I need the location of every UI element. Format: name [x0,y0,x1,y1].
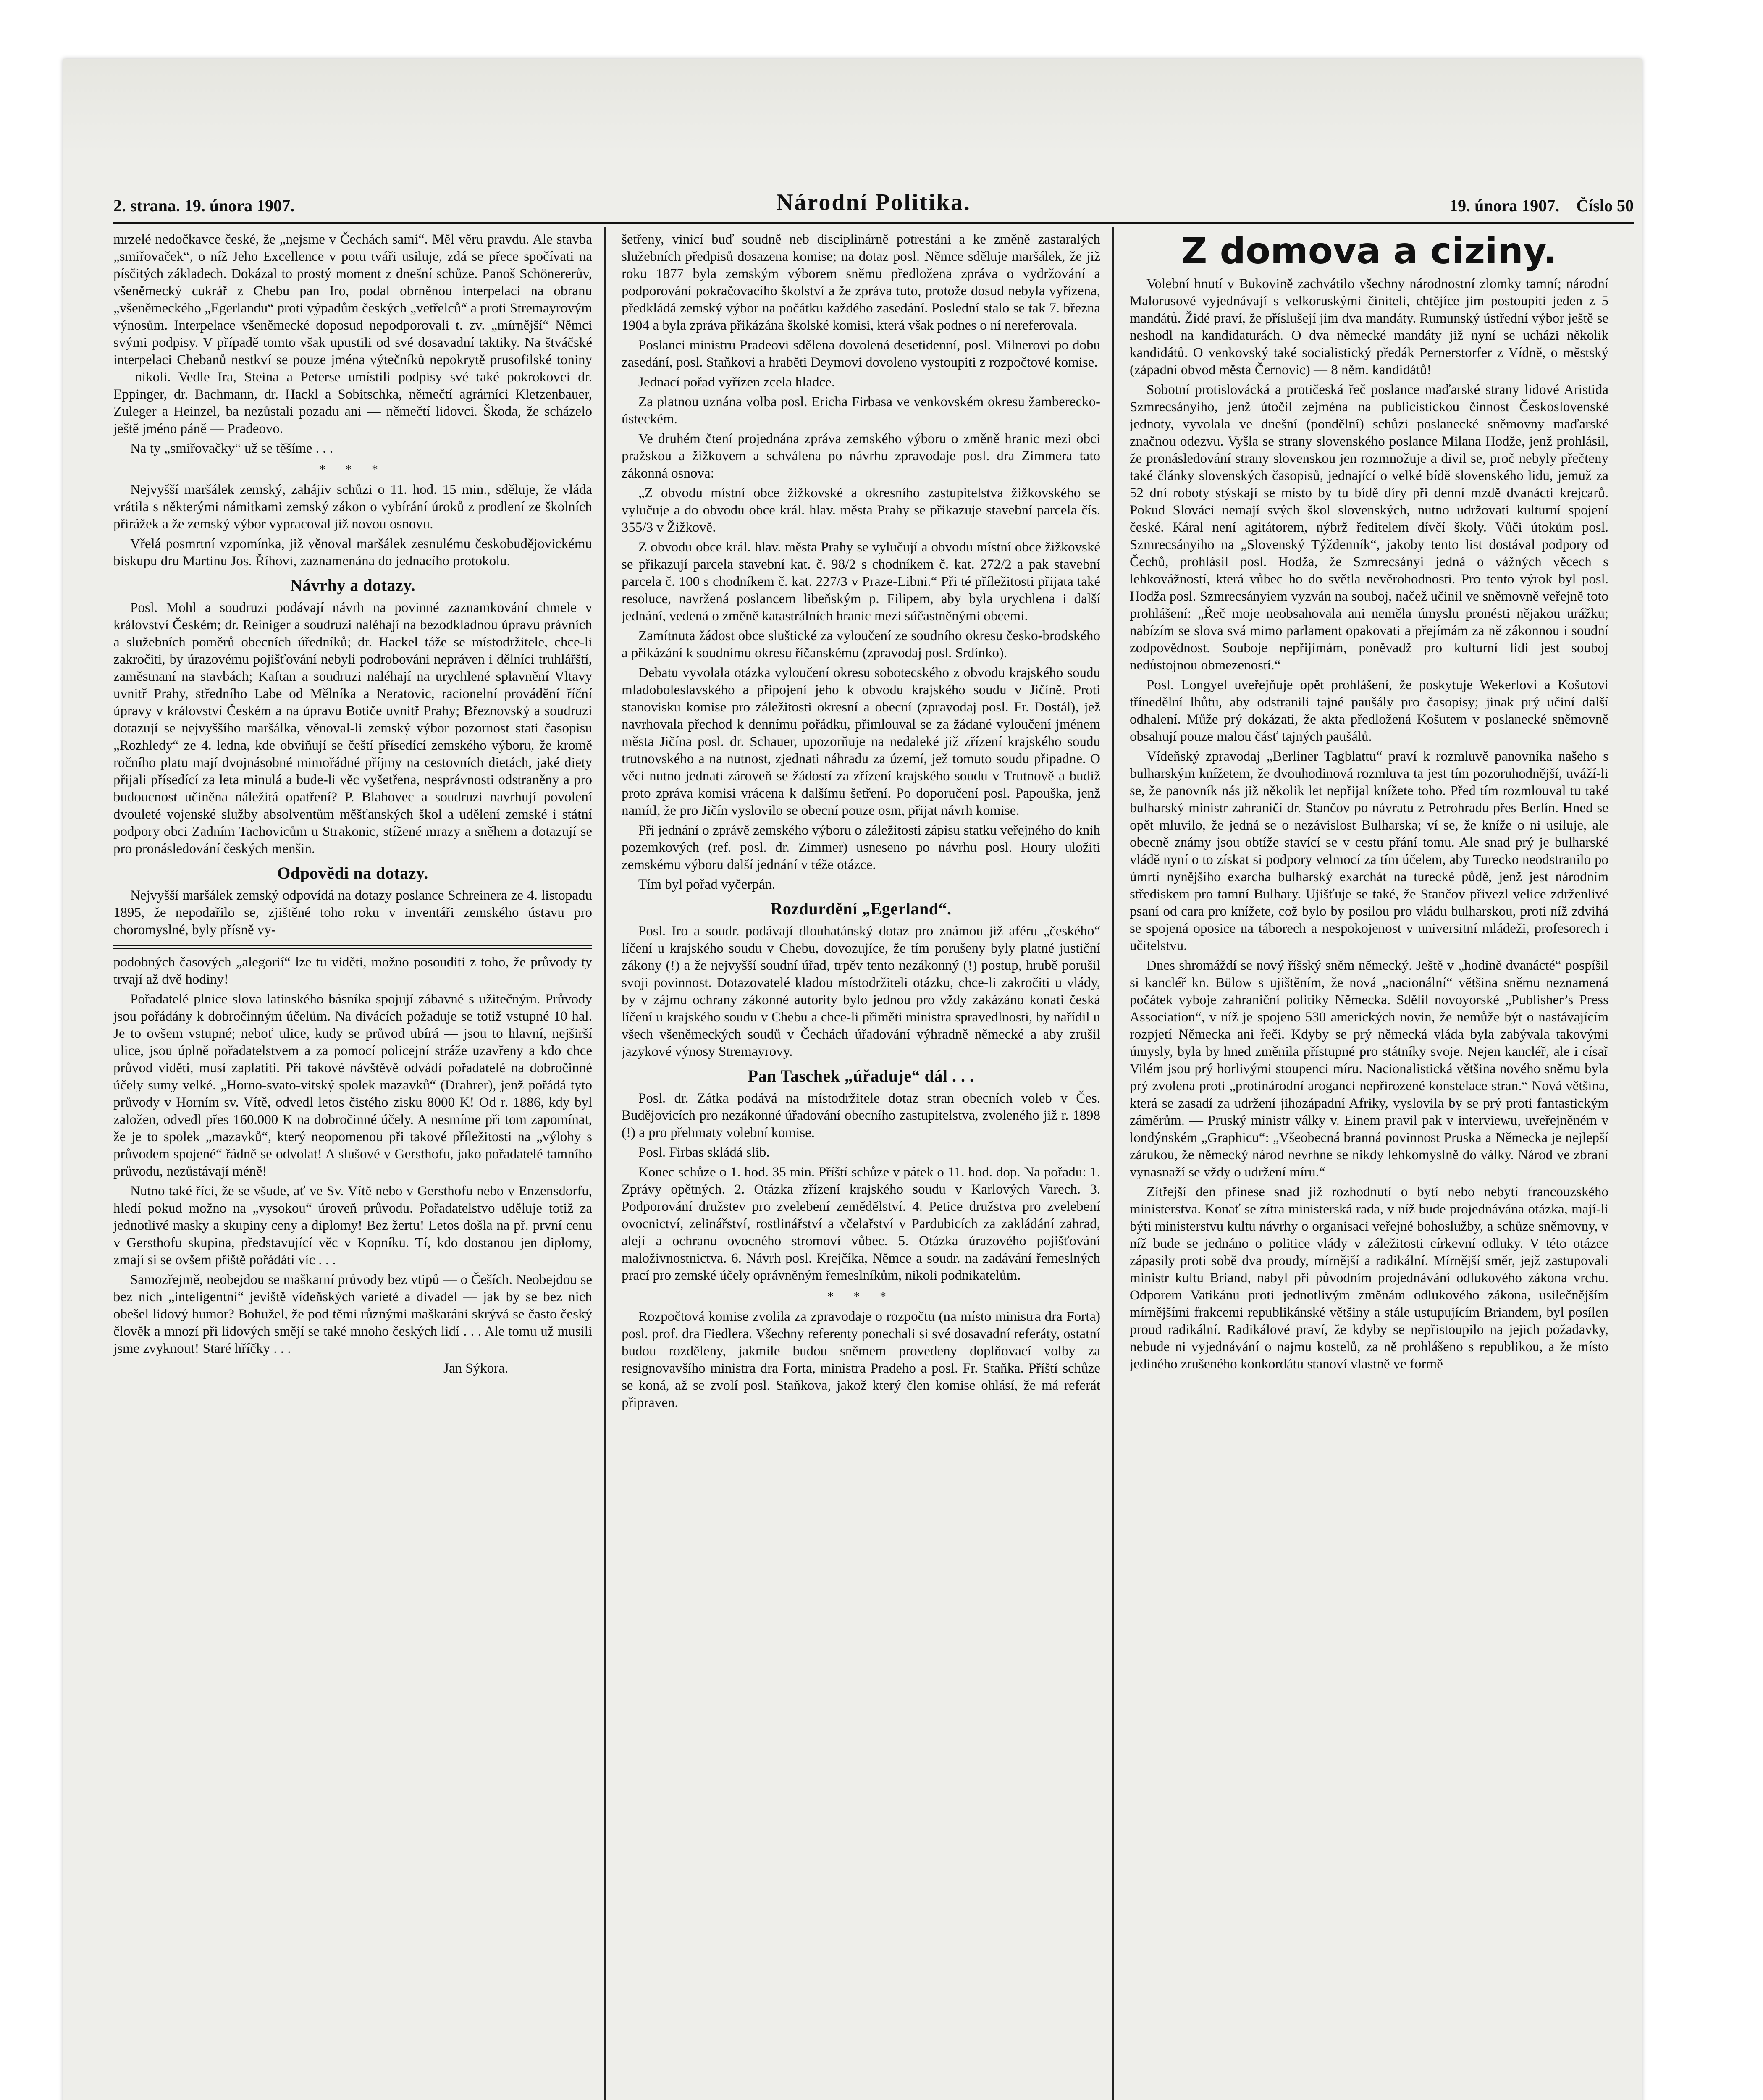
article-paragraph: Vřelá posmrtní vzpomínka, již věnoval maršálek zesnulému českobudějovickému biskupu dru Martinu Jos. Říhovi, zaznamenána do jednacího protokolu. [113,536,592,569]
article-paragraph: Vídeňský zpravodaj „Berliner Tagblattu“ praví k rozmluvě panovníka našeho s bulharským knížetem, že dvouhodinová rozmluva ta jest tím pozoruhodnější, uváží-li se, že panovník nás již několik let nepřijal knížete toho. Před tím rozmlouval tu také bulharský ministr zahraničí dr. Stančov po návratu z Petrohradu přes Berlín. Hned se opět mluvilo, že jedná se o nezávislost Bulharska; ví se, že kníže o ni usiluje, ale obecně známy jsou obtíže stavící se v cestu přání tomu. Ale snad prý je bulharské vládě nyní o to získat si podpory velmocí za tím účelem, aby Turecko neodstranilo po úmrtí nynějšího exarcha bulharský exarchát na turecké půdě, jenž jest národním střediskem pro tamní Bulhary. Ujišťuje se také, že Stančov přivezl velice zdrženlivé psaní od cara pro knížete, což bylo by posilou pro vládu bulharskou, proti níž zdvihá se spojená oposice na táborech a nespokojenost v universitní mládeži, profesorech i učitelstvu. [1130,749,1608,953]
article-paragraph: mrzelé nedočkavce české, že „nejsme v Čechách sami“. Měl věru pravdu. Ale stavba „smiřovaček“, o níž Jeho Excellence v potu tváři usiluje, zdá se přece spočívati na písčitých základech. Dokázal to prostý moment z dnešní schůze. Panoš Schönererův, všeněmecký cukrář z Chebu pan Iro, podal obrněnou interpelaci na obranu „všeněmeckého „Egerlandu“ proti výpadům českých „vetřelců“ a proti Stremayrovým výnosům. Interpelace všeněmecké doposud nepodporovali t. zv. „mírnější“ Němci svými podpisy. V případě tomto však upustili od své dosavadní taktiky. Na štváčské interpelaci Chebanů nestkví se pouze jména výtečníků nepokrytě prusofilské toniny — nikoli. Vedle Ira, Steina a Peterse umístili podpisy své také pokrokovci dr. Eppinger, dr. Bachmann, dr. Hackl a Sobitschka, němečtí agrárníci Kletzenbauer, Zuleger a Heinzel, ba nezůstali pozadu ani — němečtí lidovci. Škoda, že scházelo ještě jméno páně — Pradeovo. [113,232,592,436]
page-top-shadow [63,59,1642,155]
masthead-left [113,197,294,214]
section-heading: Návrhy a dotazy. [290,576,415,595]
article-paragraph: Debatu vyvolala otázka vyloučení okresu sobotecského z obvodu krajského soudu mladoboleslavského a připojení jeho k obvodu krajského soudu v Jičíně. Proti stanovisku komise pro záležitosti okresní a obecní (zpravodaj posl. Fr. Dostál), jež navrhovala přechod k dennímu pořádku, přimlouval se za žádané vyloučení jménem města Jičína posl. dr. Schauer, upozorňuje na nedaleké již zřízení krajského soudu trutnovského a na nutnost, zjednati náhradu za území, jež tomuto soudu připadne. O věci nutno jednati zároveň se žádostí za zřízení krajského soudu v Trutnově a budiž proto zpráva komisi vrácena k dalšímu šetření. Po doporučení posl. Papouška, jenž namítl, že pro Jičín vyslovilo se obecní pouze osm, přijat návrh komise. [622,665,1100,818]
author-signature: Jan Sýkora. [443,1361,508,1376]
date-right: 19. února 1907. [1449,196,1560,215]
article-paragraph: Posl. Firbas skládá slib. [638,1145,770,1160]
article-paragraph: Volební hnutí v Bukovině zachvátilo všechny národnostní zlomky tamní; národní Malorusové vyjednávají s velkoruskými činiteli, chtějíce jim postoupiti jeden z 5 mandátů. Židé praví, že příslušejí jim dva mandáty. Rumunský ústřední výbor ještě se neshodl na kandidaturách. O dva německé mandáty již nyní se ucházi několik kandidátů. O venkovský také socialistický předák Pernerstorfer z Vídně, o městský (západní obvod města Černovic) — 8 něm. kandidátů! [1130,276,1608,378]
masthead [113,181,1634,214]
feuilleton-divider [113,945,592,949]
date-left: 19. února 1907. [184,196,295,215]
newspaper-page [63,59,1642,2100]
section-stars: * * * [827,1289,895,1303]
article-paragraph: Tím byl pořad vyčerpán. [638,877,776,892]
section-heading: Rozdurdění „Egerland“. [770,899,952,918]
feuilleton-paragraph: Pořadatelé plnice slova latinského básníka spojují zábavné s užitečným. Průvody jsou pořádány k dobročinným účelům. Na divácích požaduje se totiž vstupné 10 hal. Je to ovšem vstupné; neboť ulice, kudy se průvod ubírá — jsou to hlavní, nejširší ulice, jsou úplně pořadatelstvem a za pomocí policejní stráže uzavřeny a kdo chce průvod viděti, musí zaplatiti. Při takové návštěvě odvádí pořadatelé na dobročinné účely sumy velké. „Horno-svato-vitský spolek mazavků“ (Drahrer), jenž pořádá tyto průvody v Horním sv. Vítě, odvedl letos čistého zisku 8000 K! Od r. 1886, kdy byl založen, odvedl přes 160.000 K na dobročinné účely. A nesmíme při tom zapomínat, že je to spolek „mazavků“, který neopomenou při takové příležitosti na „výlohy s průvodem spojené“ řádně se odvolat! A slušové v Gersthofu, jako pořadatelé tamního průvodu, nezůstávají méně! [113,992,592,1179]
feuilleton-paragraph: podobných časových „alegorií“ lze tu viděti, možno posouditi z toho, že průvody ty trvají až dvě hodiny! [113,955,592,987]
page-label: 2. strana. [113,196,180,215]
column-divider-1 [604,227,606,2100]
section-title: Z domova a ciziny. [1181,231,1557,272]
column-3 [1130,231,1608,2100]
newspaper-title: Národní Politika. [776,189,971,215]
column-1 [113,231,592,2100]
article-paragraph: Nejvyšší maršálek zemský, zahájiv schůzi o 11. hod. 15 min., sděluje, že vláda vrátila s některými námitkami zemský zákon o vybírání úroků z prodlení ze školních přirážek a že zemský výbor vypracoval již novou osnovu. [113,482,592,532]
masthead-right [1449,197,1634,214]
article-paragraph: Zamítnuta žádost obce sluštické za vyloučení ze soudního okresu česko-brodského a přikázání k soudnímu okresu říčanskému (zpravodaj posl. Srdínko). [622,628,1100,661]
article-paragraph: Posl. Mohl a soudruzi podávají návrh na povinné zaznamkování chmele v království Českém; dr. Reiniger a soudruzi naléhají na bezodkladnou úpravu právních a služebních poměrů obecních úředníků; dr. Hackel táže se místodržitele, chce-li zakročiti, by úrazovému pojišťování nebyli podrobováni nepráven i dělníci truhlářští, zaměstnaní na stavbách; Kaftan a soudruzi naléhají na urychlené splavnění Vltavy uvnitř Prahy, středního Labe od Mělníka a Neratovic, racionelní provádění říční úpravy v království Českém a na úpravu Botiče uvnitř Prahy; Březnovský a soudruzi dotazují se nejvyššího maršálka, věnoval-li zemský výbor pozornost stati časopisu „Rozhledy“ ze 4. ledna, kde obviňují se čeští přísedící zemského výboru, že kromě ročního platu mají dvojnásobné mimořádné příjmy na cestovních dietách, jaké diety přijali přísedící za leta minulá a bude-li věc vyšetřena, nesprávnosti odstraněny a pro budoucnost učiněna náležitá opatření? P. Blahovec a soudruzi navrhují povolení dvouleté vojenské služby absolventům měšťanských škol a udělení zemské i státní podpory obci Zadním Tachovicům u Strakonic, stížené mrazy a sněhem a dotazují se pro pronásledování českých menšin. [113,600,592,856]
article-paragraph: Posl. Iro a soudr. podávají dlouhatánský dotaz pro známou již aféru „českého“ líčení u krajského soudu v Chebu, dovozujíce, že tím porušeny byly platné justiční zákony (!) a že nejvyšší soudní úřad, trpěv tento nezákonný (!) postup, hrubě porušil svoji povinnost. Dotazovatelé kladou místodržiteli otázku, chce-li zakročiti u vlády, by v zájmu ochrany zákonné autority bylo jednou pro vždy zakázáno konati česká líčení u krajského soudu v Chebu a chce-li přiměti ministra spravedlnosti, by nařídil u všech všeněmeckých soudů v Čechách úřadování výhradně německé a aby zrušil jazykové výnosy Stremayrovy. [622,924,1100,1059]
section-stars: * * * [319,462,386,476]
section-heading: Odpovědi na dotazy. [277,864,428,882]
article-paragraph: „Z obvodu místní obce žižkovské a okresního zastupitelstva žižkovského se vylučuje a do obvodu obce král. hlav. města Prahy se přikazuje stavební parcela čís. 355/3 v Žižkově. [622,486,1100,535]
article-paragraph: Zítřejší den přinese snad již rozhodnutí o bytí nebo nebytí francouzského ministerstva. Konať se zítra ministerská rada, v níž bude projednávána otázka, mají-li býti ministerstvu kultu návrhy o organisaci veřejné bohoslužby, a schůze sněmovny, v níž bude se jednáno o politice vlády v záležitosti církevní odluky. V této otázce zápasily proti sobě dva proudy, mírnější a radikální. Mírnější směr, jejž zastupovali ministr kultu Briand, nabyl při původním projednávání odlukového zákona vrchu. Odporem Vatikánu proti jednotlivým změnám odlukového zákona, usilečnějším mírnějšími frakcemi republikánské většiny a stále ustupujícím Briandem, byl posílen proud radikální. Radikálové praví, že kdyby se nepřistoupilo na jejich požadavky, nebude ni vyjednávání o najmu kostelů, za ně prohlášeno s republikou, a že místo jediného zrušeného konkordátu stanoví vlastně ve formě [1130,1184,1608,1372]
article-paragraph: Dnes shromáždí se nový říšský sněm německý. Ještě v „hodině dvanácté“ pospíšil si kancléř kn. Bülow s ujištěním, že nová „nacionální“ většina sněmu neznamená počátek vyboje zahraniční politiky Německa. Sdělil novoyorské „Publisher’s Press Association“, v níž je spojeno 530 amerických novin, že nemůže být o nastávajícím rozpjetí Německa ani řeči. Kdyby se prý německá vláda byla zabývala takovými úmysly, byla by hned změnila přístupné pro státníky svoje. Nejen kancléř, ale i císař Vilém jsou prý horlivými stoupenci míru. Nacionalistická většina nového sněmu byla prý zvolena proti „protinárodní aroganci nepřirozené konstelace stran.“ Nová většina, která se zasadí za udržení jihozápadní Afriky, vyslovila by se prý proti fantastickým záměrům. — Pruský ministr války v. Einem pravil pak v interviewu, uveřejněném v londýnském „Graphicu“: „Všeobecná branná povinnost Pruska a Německa je nejlepší zárukou, že německý národ nevrhne se nikdy lehkomyslně do války. Národ ve zbraní vynasnaží se vždy o udržení míru.“ [1130,958,1608,1180]
article-paragraph: Ve druhém čtení projednána zpráva zemského výboru o změně hranic mezi obci pražskou a žižkovem a schválena po návrhu zpravodaje posl. dra Zimmera tato zákonná osnova: [622,431,1100,481]
article-paragraph: Rozpočtová komise zvolila za zpravodaje o rozpočtu (na místo ministra dra Forta) posl. prof. dra Fiedlera. Všechny referenty ponechali si své dosavadní referáty, ostatní budou rozděleny, jakmile budou sněmem provedeny doplňovací volby za resignovavšího ministra dra Forta, ministra Pradeho a posl. Fr. Staňka. Příští schůze se koná, až se zvolí posl. Staňkova, jakož který člen komise ohlásí, že má referát připraven. [622,1309,1100,1410]
article-paragraph: Při jednání o zprávě zemského výboru o záležitosti zápisu statku veřejného do knih pozemkových (ref. posl. dr. Zimmer) usneseno po návrhu posl. Houry uložiti zemskému výboru další jednání v téže otázce. [622,823,1100,872]
issue-number: Číslo 50 [1576,196,1634,215]
article-paragraph: Jednací pořad vyřízen zcela hladce. [638,375,835,390]
article-paragraph: Sobotní protislovácká a protičeská řeč poslance maďarské strany lidové Aristida Szmrecsányiho, jenž útočil zejména na publicistickou činnost Československé jednoty, vyvolala ve dnešní (pondělní) schůzi poslanecké sněmovny maďarské značnou odezvu. Vyšla se strany slovenského poslance Milana Hodže, jenž prohlásil, že pronásledování strany slovenskou jen rozmnožuje a divil se, proč nebyly přečteny také články slovenských časopisů, jednající o velké bídě slovenského lidu, jemuž za 52 dní roboty stýskají se místo by tu bídě díry při denní mzdě dvanácti krejcarů. Pokud Slováci nemají svých škol slovenských, nutno udržovati kulturní spojení české. Káral není agitátorem, nýbrž ředitelem dívčí školy. Vůči útokům posl. Szmrecsányiho na „Slovenský Týždenník“, jakoby tento list dostával podpory od Čechů, prohlásil posl. Hodža, že Szmrecsányi jedná o vážných věcech s lehkovážností, která vůbec ho do světla nevěrohodnosti. Pro tento výrok byl posl. Hodža posl. Szmrecsányiem vyzván na souboj, načež učinil ve sněmovně veřejně toto prohlášení: „Řeč moje neobsahovala ani neměla úmyslu pronésti nějakou urážku; nabízím se slova svá mimo parlament opakovati a přejímám za ně zákonnou i soudní zodpovědnost. Souboje nepřijímám, poněvadž pro kulturní lidi jest souboj nedůstojnou obmezeností.“ [1130,382,1608,673]
article-paragraph: Posl. Longyel uveřejňuje opět prohlášení, že poskytuje Wekerlovi a Košutovi třínedělní lhůtu, aby odstranili tajné paušály pro časopisy; jinak prý učiní další odhalení. Může prý dokázati, že akta předložená Košutem v poslanecké sněmovně obsahují pouze malou čásť tajných paušálů. [1130,677,1608,744]
article-paragraph: Z obvodu obce král. hlav. města Prahy se vylučují a obvodu místní obce žižkovské se přikazují parcela stavební kat. č. 98/2 s chodníkem č. kat. 272/2 a pak stavební parcela č. 100 s chodníkem č. kat. 227/3 v Praze-Libni.“ Při té příležitosti přijata také resoluce, navržená poslancem libeňským p. Filipem, aby byla urychlena i další jednání, vedená o změně katastrálních hranic mezi súčastněnými obcemi. [622,540,1100,624]
masthead-rule [113,222,1634,224]
feuilleton-paragraph: Nutno také říci, že se všude, ať ve Sv. Vítě nebo v Gersthofu nebo v Enzensdorfu, hledí pokud možno na „vysokou“ úroveň průvodu. Pořadatelstvo uděluje totiž za jednotlivé masky a skupiny ceny a diplomy! Bez žertu! Letos došla na př. první cenu v Gersthofu skupina, představující věc v Kopníku. Tí, kdo dostanou jen diplomy, zmají si se ovšem přiště pořádáti víc . . . [113,1184,592,1268]
article-paragraph: šetřeny, vinicí buď soudně neb disciplinárně potrestáni a ke změně zastaralých služebních předpisů dosazena komise; na dotaz posl. Němce sděluje maršálek, že již roku 1877 byla zemským výborem sněmu předložena zpráva o vydržování a podporování pokračovacího školství a že zpráva tuto, protože dosud nebyla vyřízena, předkládá zemský výbor na počátku každého zasedání. Poslední stalo se tak 7. března 1904 a byla zpráva přikázána školské komisi, která však podnes o ní nereferovala. [622,232,1100,333]
article-paragraph: Za platnou uznána volba posl. Ericha Firbasa ve venkovském okresu žamberecko-ústeckém. [622,394,1100,427]
article-paragraph: Poslanci ministru Pradeovi sdělena dovolená desetidenní, posl. Milnerovi po dobu zasedání, posl. Staňkovi a hraběti Deymovi dovoleno vystoupiti z rozpočtové komise. [622,338,1100,370]
column-divider-2 [1112,227,1114,2100]
feuilleton-paragraph: Samozřejmě, neobejdou se maškarní průvody bez vtipů — o Češích. Neobejdou se bez nich „inteligentní“ jeviště vídeňských varieté a divadel — jak by se bez nich obešel lidový humor? Bohužel, že pod těmi různými maškaráni skrývá se často český člověk a mnozí při lidových smějí se také mnoho českých lidí . . . Ale tomu už musili jsme zvyknout! Staré hříčky . . . [113,1272,592,1356]
article-paragraph: Posl. dr. Zátka podává na místodržitele dotaz stran obecních voleb v Čes. Budějovicích pro nezákonné úřadování obecního zastupitelstva, zvoleného již r. 1898 (!) a pro přehmaty volební komise. [622,1091,1100,1140]
article-paragraph: Nejvyšší maršálek zemský odpovídá na dotazy poslance Schreinera ze 4. listopadu 1895, že nepodařilo se, zjištěné toho roku v inventáři zemského ústavu pro choromyslné, byly přísně vy- [113,888,592,937]
section-heading: Pan Taschek „úřaduje“ dál . . . [748,1066,974,1085]
article-paragraph: Konec schůze o 1. hod. 35 min. Příští schůze v pátek o 11. hod. dop. Na pořadu: 1. Zprávy opětných. 2. Otázka zřízení krajského soudu v Karlových Varech. 3. Podporování družstev pro zvelebení zemědělství. 4. Petice družstva pro zvelebení ovocnictví, zelinářství, rostlinářství a včelařství v Pardubicích za zakládání zahrad, alejí a ochranu ovocného stromoví vůbec. 5. Otázka úrazového pojišťování maloživnostnictva. 6. Návrh posl. Krejčíka, Němce a soudr. na zadávání řemeslných prací pro zemské účely oprávněným řemeslníkům, nikoli podnikatelům. [622,1165,1100,1283]
article-paragraph: Na ty „smiřovačky“ už se těšíme . . . [130,441,333,456]
column-2 [622,231,1100,2100]
